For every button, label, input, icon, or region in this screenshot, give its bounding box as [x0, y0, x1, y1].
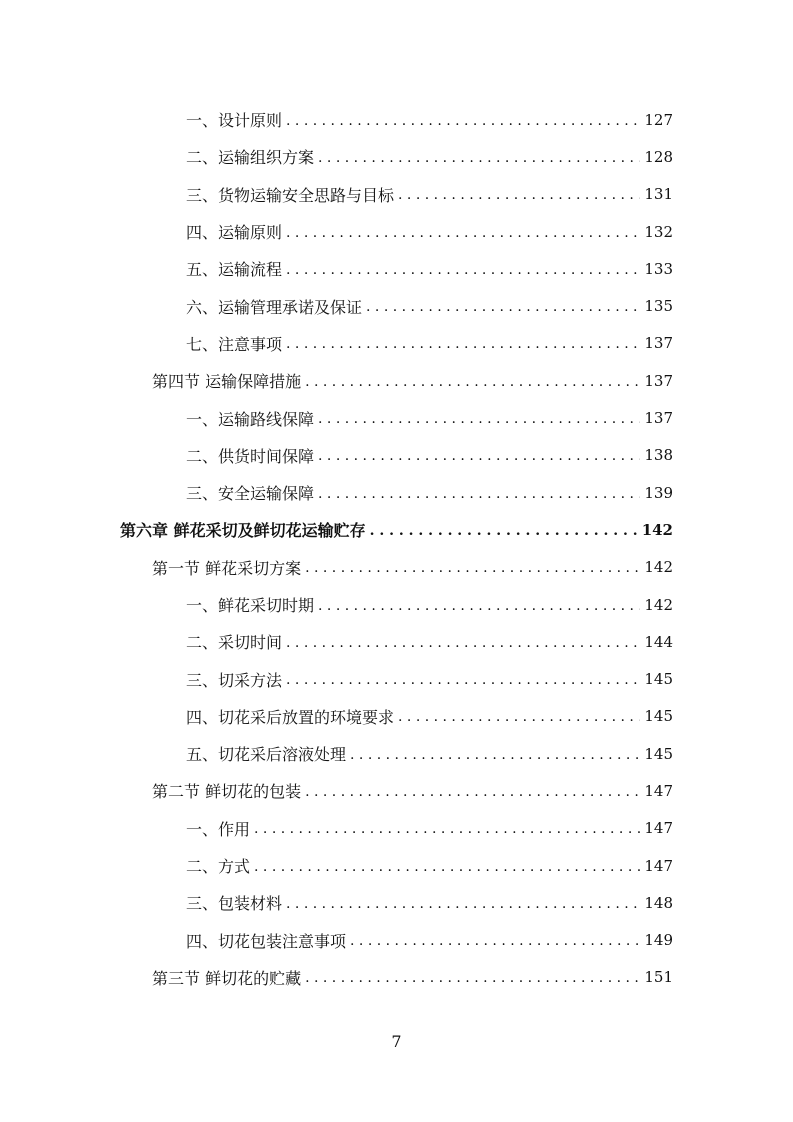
toc-entry-title: 二、运输组织方案: [186, 148, 315, 168]
toc-entry-page: 133: [644, 259, 673, 278]
toc-entry-title: 三、包装材料: [186, 894, 283, 914]
toc-subsection-entry[interactable]: [0, 623, 673, 660]
toc-entry-page: 144: [644, 632, 673, 651]
toc-subsection-entry[interactable]: [0, 884, 673, 921]
toc-entry-title: 五、切花采后溶液处理: [186, 745, 347, 765]
toc-entry-page: 148: [644, 893, 673, 912]
toc-entry-page: 131: [644, 185, 673, 204]
toc-dot-leader: [318, 599, 640, 613]
toc-dot-leader: [286, 673, 640, 687]
toc-subsection-entry[interactable]: [0, 287, 673, 324]
toc-entry-title: 一、作用: [186, 819, 251, 839]
toc-entry-title: 七、注意事项: [186, 334, 283, 354]
toc-dot-leader: [318, 487, 640, 501]
toc-entry-page: 132: [644, 222, 673, 241]
toc-entry-title: 二、供货时间保障: [186, 446, 315, 466]
toc-section-entry[interactable]: [0, 362, 673, 399]
toc-section-entry[interactable]: [0, 959, 673, 996]
toc-entry-page: 135: [644, 297, 673, 316]
toc-subsection-entry[interactable]: [0, 176, 673, 213]
toc-subsection-entry[interactable]: [0, 101, 673, 138]
toc-subsection-entry[interactable]: [0, 847, 673, 884]
toc-entry-title: 二、方式: [186, 857, 251, 877]
page-number: 7: [391, 1032, 402, 1051]
toc-dot-leader: [350, 748, 640, 762]
toc-entry-page: 137: [644, 409, 673, 428]
toc-entry-page: 145: [644, 707, 673, 726]
toc-entry-page: 128: [644, 147, 673, 166]
toc-dot-leader: [350, 934, 640, 948]
toc-section-entry[interactable]: [0, 772, 673, 809]
toc-entry-title: 一、鲜花采切时期: [186, 596, 315, 615]
toc-entry-page: 145: [644, 670, 673, 689]
toc-dot-leader: [398, 710, 640, 724]
toc-entry-title: 第二节 鲜切花的包装: [152, 782, 302, 802]
toc-dot-leader: [286, 114, 640, 128]
toc-section-entry[interactable]: [0, 549, 673, 586]
toc-entry-page: 142: [644, 595, 673, 614]
toc-entry-title: 第三节 鲜切花的贮藏: [152, 968, 302, 988]
toc-subsection-entry[interactable]: [0, 660, 673, 697]
toc-subsection-entry[interactable]: [0, 437, 673, 474]
toc-subsection-entry[interactable]: [0, 922, 673, 959]
toc-subsection-entry[interactable]: [0, 474, 673, 511]
toc-dot-leader: [366, 300, 640, 314]
toc-entry-page: 147: [644, 781, 673, 800]
toc-subsection-entry[interactable]: [0, 250, 673, 287]
toc-subsection-entry[interactable]: [0, 138, 673, 175]
toc-entry-title: 第六章 鲜花采切及鲜切花运输贮存: [120, 521, 366, 541]
toc-subsection-entry[interactable]: [0, 698, 673, 735]
toc-entry-title: 第一节 鲜花采切方案: [152, 558, 302, 578]
toc-entry-title: 一、设计原则: [186, 111, 283, 131]
toc-dot-leader: [305, 561, 640, 575]
toc-entry-page: 137: [644, 371, 673, 390]
toc-dot-leader: [286, 226, 640, 240]
toc-dot-leader: [286, 337, 640, 351]
toc-entry-title: 三、货物运输安全思路与目标: [186, 185, 395, 205]
toc-subsection-entry[interactable]: [0, 735, 673, 772]
toc-entry-page: 138: [644, 446, 673, 465]
toc-subsection-entry[interactable]: [0, 213, 673, 250]
toc-entry-page: 142: [641, 520, 673, 539]
toc-dot-leader: [305, 785, 640, 799]
toc-dot-leader: [305, 375, 640, 389]
toc-dot-leader: [370, 524, 638, 538]
toc-entry-title: 四、切花包装注意事项: [186, 931, 347, 951]
toc-entry-page: 149: [644, 931, 673, 950]
toc-entry-page: 139: [644, 483, 673, 502]
toc-subsection-entry[interactable]: [0, 399, 673, 436]
toc-subsection-entry[interactable]: [0, 586, 673, 623]
toc-subsection-entry[interactable]: [0, 325, 673, 362]
toc-dot-leader: [305, 971, 640, 985]
toc-entry-page: 151: [644, 968, 673, 987]
toc-entry-title: 四、运输原则: [186, 223, 283, 243]
toc-entry-page: 142: [644, 558, 673, 577]
toc-entry-title: 三、安全运输保障: [186, 484, 315, 504]
toc-entry-page: 147: [644, 819, 673, 838]
toc-entry-page: 145: [644, 744, 673, 763]
toc-entry-title: 一、运输路线保障: [186, 409, 315, 429]
toc-chapter-entry[interactable]: [0, 511, 673, 548]
toc-entry-title: 四、切花采后放置的环境要求: [186, 707, 395, 727]
toc-dot-leader: [254, 822, 640, 836]
toc-dot-leader: [286, 636, 640, 650]
toc-entry-title: 第四节 运输保障措施: [152, 372, 302, 392]
toc-entry-title: 五、运输流程: [186, 260, 283, 280]
toc-dot-leader: [286, 897, 640, 911]
toc-dot-leader: [318, 449, 640, 463]
toc-entry-title: 六、运输管理承诺及保证: [186, 297, 363, 317]
toc-dot-leader: [398, 188, 640, 202]
toc-entry-page: 127: [644, 110, 673, 129]
table-of-contents: [0, 101, 793, 996]
toc-dot-leader: [318, 412, 640, 426]
toc-subsection-entry[interactable]: [0, 810, 673, 847]
toc-entry-page: 137: [644, 334, 673, 353]
toc-dot-leader: [254, 860, 640, 874]
toc-dot-leader: [318, 151, 640, 165]
toc-entry-title: 二、采切时间: [186, 633, 283, 653]
toc-dot-leader: [286, 263, 640, 277]
toc-entry-title: 三、切采方法: [186, 670, 283, 690]
toc-entry-page: 147: [644, 856, 673, 875]
